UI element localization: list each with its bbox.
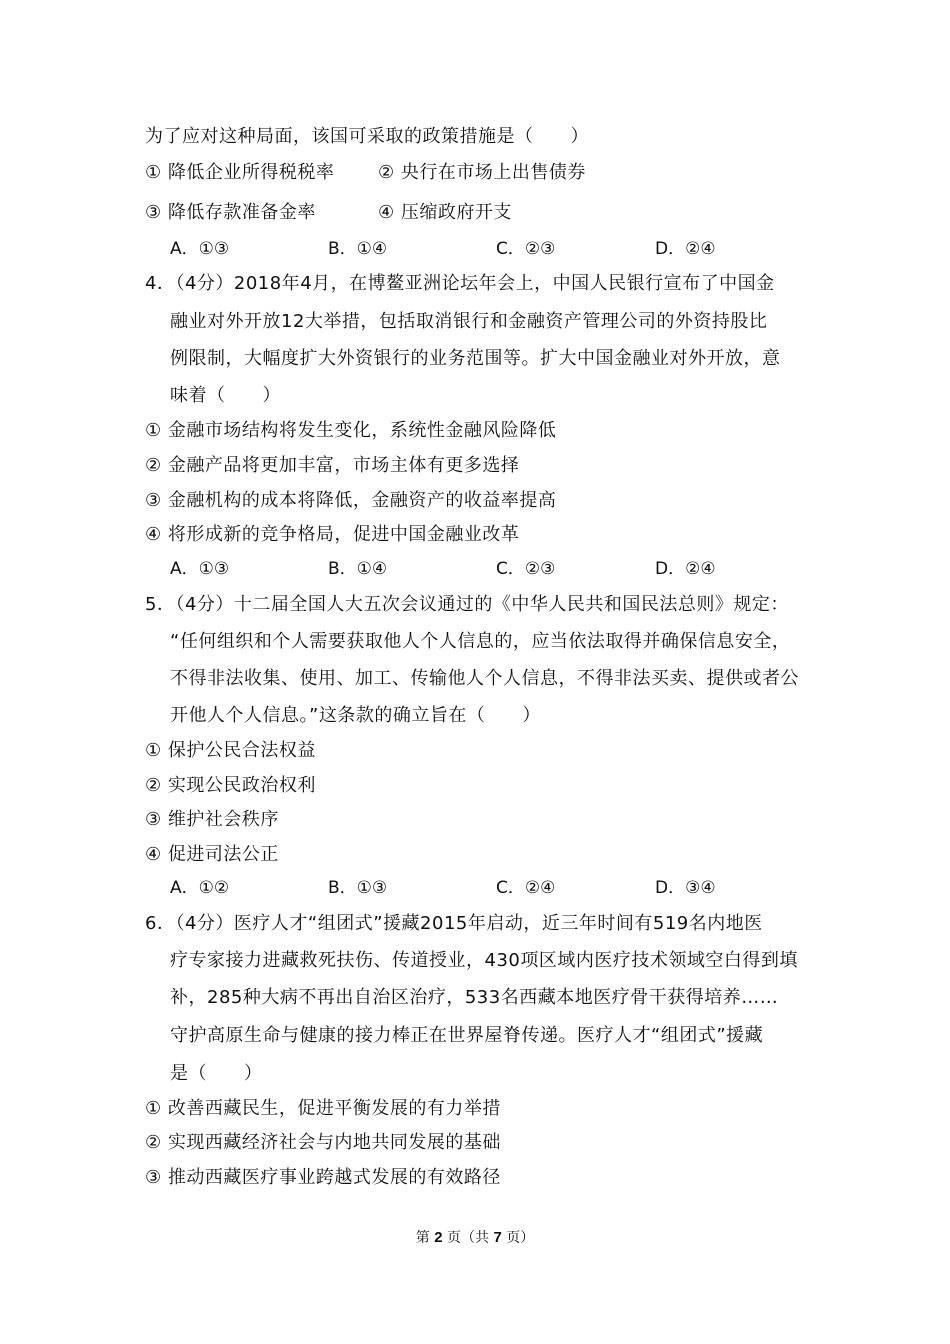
q3-statement-4: ④ 压缩政府开支: [378, 202, 512, 223]
q3-option-d: D．②④: [655, 239, 716, 259]
q5-stem-line-3: 不得非法收集、使用、加工、传输他人个人信息，不得非法买卖、提供或者公: [170, 668, 799, 689]
q4-statement-4: ④ 将形成新的竞争格局，促进中国金融业改革: [145, 524, 520, 545]
q5-option-d: D．③④: [655, 878, 716, 898]
q5-stem-line-4: 开他人个人信息。”这条款的确立旨在（ ）: [170, 705, 541, 726]
q4-statement-1: ① 金融市场结构将发生变化，系统性金融风险降低: [145, 420, 557, 441]
page-footer: [0, 1228, 950, 1248]
footer-page-number: 2: [434, 1229, 443, 1246]
q4-statement-2: ② 金融产品将更加丰富，市场主体有更多选择: [145, 455, 520, 476]
q6-stem-line-1: 6．（4分）医疗人才“组团式”援藏2015年启动，近三年时间有519名内地医: [145, 913, 763, 934]
footer-middle: 页（共: [447, 1230, 489, 1246]
q4-stem-line-3: 例限制，大幅度扩大外资银行的业务范围等。扩大中国金融业对外开放，意: [170, 348, 781, 369]
q4-stem-line-1: 4．（4分）2018年4月，在博鳌亚洲论坛年会上，中国人民银行宣布了中国金: [145, 273, 775, 294]
q4-option-b: B．①④: [328, 559, 388, 579]
q5-statement-3: ③ 维护社会秩序: [145, 809, 279, 830]
q6-stem-line-2: 疗专家接力进藏救死扶伤、传道授业，430项区域内医疗技术领域空白得到填: [170, 950, 798, 971]
question-3-tail: 为了应对这种局面，该国可采取的政策措施是（ ）: [145, 126, 589, 147]
q3-statement-2: ② 央行在市场上出售债券: [378, 162, 586, 183]
q5-stem-line-2: “任何组织和个人需要获取他人个人信息的，应当依法取得并确保信息安全，: [170, 631, 791, 652]
q3-option-c: C．②③: [496, 239, 556, 259]
q4-statement-3: ③ 金融机构的成本将降低，金融资产的收益率提高: [145, 490, 557, 511]
q3-option-a: A．①③: [170, 239, 230, 259]
footer-total-pages: 7: [493, 1229, 502, 1246]
q3-statement-1: ① 降低企业所得税税率: [145, 162, 335, 183]
q4-stem-line-2: 融业对外开放12大举措，包括取消银行和金融资产管理公司的外资持股比: [170, 311, 768, 332]
q6-stem-line-3: 补，285种大病不再出自治区治疗，533名西藏本地医疗骨干获得培养……: [170, 987, 779, 1008]
footer-prefix: 第: [415, 1230, 430, 1246]
q4-option-d: D．②④: [655, 559, 716, 579]
q6-stem-line-5: 是（ ）: [170, 1063, 263, 1084]
q6-stem-line-4: 守护高原生命与健康的接力棒正在世界屋脊传递。医疗人才“组团式”援藏: [170, 1025, 764, 1046]
q4-option-a: A．①③: [170, 559, 230, 579]
footer-suffix: 页）: [506, 1230, 535, 1246]
q3-option-b: B．①④: [328, 239, 388, 259]
q5-option-a: A．①②: [170, 878, 230, 898]
q6-statement-2: ② 实现西藏经济社会与内地共同发展的基础: [145, 1132, 501, 1153]
q5-option-c: C．②④: [496, 878, 556, 898]
q5-statement-4: ④ 促进司法公正: [145, 844, 279, 865]
q4-stem-line-4: 味着（ ）: [170, 385, 281, 406]
q5-statement-2: ② 实现公民政治权利: [145, 775, 316, 796]
q6-statement-3: ③ 推动西藏医疗事业跨越式发展的有效路径: [145, 1167, 501, 1188]
q5-statement-1: ① 保护公民合法权益: [145, 740, 316, 761]
q6-statement-1: ① 改善西藏民生，促进平衡发展的有力举措: [145, 1098, 501, 1119]
q5-option-b: B．①③: [328, 878, 388, 898]
q4-option-c: C．②③: [496, 559, 556, 579]
q3-statement-3: ③ 降低存款准备金率: [145, 202, 316, 223]
q5-stem-line-1: 5．（4分）十二届全国人大五次会议通过的《中华人民共和国民法总则》规定：: [145, 594, 789, 615]
